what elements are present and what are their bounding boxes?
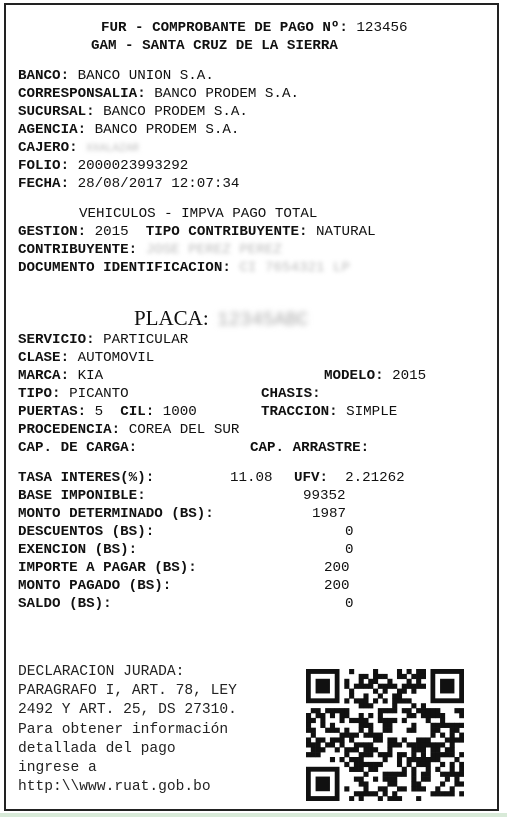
gestion-label: GESTION: — [18, 224, 87, 240]
marca-row — [18, 367, 103, 385]
contribuyente-row — [18, 241, 282, 259]
modelo-value: 2015 — [392, 368, 427, 384]
traccion-value: SIMPLE — [346, 404, 398, 420]
monto-pagado-value: 200 — [324, 578, 350, 594]
tipo-row — [18, 385, 129, 403]
cil-label: CIL: — [120, 404, 155, 420]
cap-carga-label: CAP. DE CARGA: — [18, 440, 138, 456]
folio-label: FOLIO: — [18, 158, 70, 174]
placa-label: PLACA: — [134, 306, 209, 330]
folio-row — [18, 157, 188, 175]
monto-determinado-label: MONTO DETERMINADO (BS): — [18, 506, 214, 522]
chasis-label: CHASIS: — [261, 386, 321, 402]
traccion-label: TRACCION: — [261, 404, 338, 420]
municipality-line: GAM - SANTA CRUZ DE LA SIERRA — [91, 38, 338, 54]
fecha-value: 28/08/2017 12:07:34 — [77, 176, 240, 192]
importe-label: IMPORTE A PAGAR (BS): — [18, 560, 197, 576]
tasa-value: 11.08 — [230, 470, 273, 486]
puertas-value: 5 — [94, 404, 104, 420]
exencion-label: EXENCION (BS): — [18, 542, 138, 558]
qr-finder-pattern — [306, 767, 340, 801]
folio-value: 2000023993292 — [77, 158, 189, 174]
receipt-title-line — [101, 19, 408, 37]
puertas-row — [18, 403, 197, 421]
servicio-row — [18, 331, 188, 349]
qr-finder-pattern — [306, 669, 340, 703]
descuentos-value: 0 — [345, 524, 354, 540]
saldo-value: 0 — [345, 596, 354, 612]
contribuyente-label: CONTRIBUYENTE: — [18, 242, 138, 258]
clase-row — [18, 349, 154, 367]
banco-value: BANCO UNION S.A. — [77, 68, 214, 84]
fecha-row — [18, 175, 239, 193]
tax-title: VEHICULOS - IMPVA PAGO TOTAL — [79, 206, 318, 222]
tipo-contribuyente-value: NATURAL — [316, 224, 376, 240]
procedencia-label: PROCEDENCIA: — [18, 422, 121, 438]
cajero-value-redacted: XXALAZAR — [86, 143, 139, 155]
documento-row — [18, 259, 350, 277]
sucursal-label: SUCURSAL: — [18, 104, 95, 120]
saldo-label: SALDO (BS): — [18, 596, 112, 612]
marca-value: KIA — [77, 368, 104, 384]
sucursal-value: BANCO PRODEM S.A. — [103, 104, 248, 120]
placa-value-redacted: 12345ABC — [217, 309, 309, 331]
cajero-row — [18, 139, 139, 158]
fecha-label: FECHA: — [18, 176, 70, 192]
ufv-value: 2.21262 — [345, 470, 405, 486]
page-edge-strip — [0, 813, 507, 817]
ufv-label: UFV: — [294, 470, 329, 486]
corresponsalia-row — [18, 85, 299, 103]
corresponsalia-value: BANCO PRODEM S.A. — [154, 86, 299, 102]
puertas-label: PUERTAS: — [18, 404, 87, 420]
qr-finder-pattern — [430, 669, 464, 703]
ufv-cell — [294, 469, 405, 487]
monto-pagado-label: MONTO PAGADO (BS): — [18, 578, 172, 594]
procedencia-value: COREA DEL SUR — [128, 422, 240, 438]
importe-value: 200 — [324, 560, 350, 576]
cap-arrastre-label: CAP. ARRASTRE: — [250, 440, 370, 456]
base-label: BASE IMPONIBLE: — [18, 488, 146, 504]
traccion-cell — [261, 403, 397, 421]
cajero-label: CAJERO: — [18, 140, 78, 156]
tipo-label: TIPO: — [18, 386, 61, 402]
servicio-label: SERVICIO: — [18, 332, 95, 348]
agencia-row — [18, 121, 239, 139]
corresponsalia-label: CORRESPONSALIA: — [18, 86, 146, 102]
clase-label: CLASE: — [18, 350, 70, 366]
receipt-title: FUR - COMPROBANTE DE PAGO Nº: — [101, 20, 348, 36]
marca-label: MARCA: — [18, 368, 70, 384]
tasa-label: TASA INTERES(%): — [18, 470, 155, 486]
banco-row — [18, 67, 214, 85]
procedencia-row — [18, 421, 239, 439]
tipo-contribuyente-label: TIPO CONTRIBUYENTE: — [145, 224, 308, 240]
declaration-text: DECLARACION JURADA: PARAGRAFO I, ART. 78, LEY 2492 Y ART. 25, DS 27310. Para obtener información detallada del pago ingrese a http:\\www.ruat.gob.bo — [18, 664, 237, 796]
agencia-value: BANCO PRODEM S.A. — [94, 122, 240, 138]
receipt-number: 123456 — [356, 20, 408, 36]
qr-code-icon — [306, 669, 464, 801]
exencion-value: 0 — [345, 542, 354, 558]
clase-value: AUTOMOVIL — [77, 350, 155, 366]
payment-receipt — [4, 3, 499, 811]
documento-value-redacted: CI 7654321 LP — [239, 260, 351, 276]
contribuyente-value-redacted: JOSE PEREZ PEREZ — [145, 242, 282, 258]
modelo-label: MODELO: — [324, 368, 384, 384]
modelo-cell — [324, 367, 426, 385]
sucursal-row — [18, 103, 248, 121]
gestion-row — [18, 223, 376, 241]
tipo-value: PICANTO — [69, 386, 129, 402]
cil-value: 1000 — [162, 404, 197, 420]
gestion-value: 2015 — [94, 224, 129, 240]
base-value: 99352 — [303, 488, 346, 504]
monto-determinado-value: 1987 — [312, 506, 347, 522]
descuentos-label: DESCUENTOS (BS): — [18, 524, 155, 540]
servicio-value: PARTICULAR — [103, 332, 189, 348]
agencia-label: AGENCIA: — [18, 122, 87, 138]
documento-label: DOCUMENTO IDENTIFICACION: — [18, 260, 231, 276]
banco-label: BANCO: — [18, 68, 70, 84]
